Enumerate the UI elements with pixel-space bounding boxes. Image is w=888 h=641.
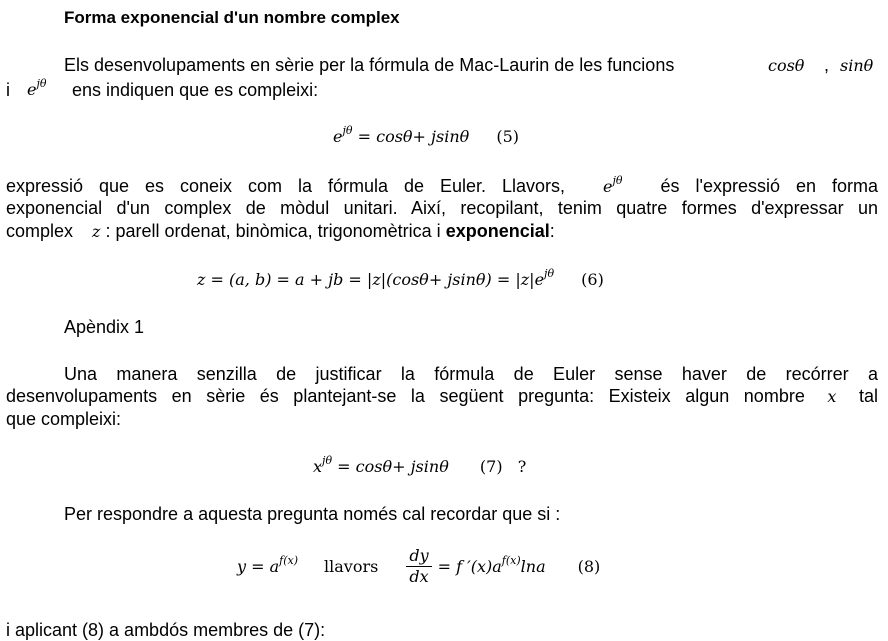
appendix-heading: Apèndix 1: [64, 317, 145, 337]
paragraph-2-line-1: expressió que es coneix com la fórmula de Euler. Llavors, $e^{j\theta}$ és l'expressió en forma: [6, 173, 878, 196]
paragraph-1-line-2: ens indiquen que es compleixi:: [72, 80, 319, 100]
cos-theta: cosθ: [768, 56, 805, 75]
paragraph-3-line-2: desenvolupaments en sèrie és plantejant-se la següent pregunta: Existeix algun nombre x tal: [6, 386, 878, 406]
x-variable: x: [827, 387, 837, 406]
e-j-theta-inline: $e^{j\theta}$: [27, 76, 47, 99]
equation-6: z = (a, b) = a + jb = $|z|(\cos\theta+ jsin\theta) = |z|e^{j\theta}$ (6): [197, 266, 604, 289]
paragraph-1-line-1: [64, 55, 674, 75]
paragraph-1-text: Els desenvolupaments en sèrie per la fórmula de Mac-Laurin de les funcions: [64, 55, 675, 75]
bold-exponencial: exponencial: [445, 221, 550, 241]
equation-5: $e^{j\theta} = \cos\theta+ jsin\theta$ (5): [333, 123, 520, 146]
equation-8-word: llavors: [324, 557, 379, 576]
equation-7-question: ?: [517, 457, 527, 476]
paragraph-1-i: i: [6, 80, 10, 100]
equation-5-number: (5): [496, 127, 520, 146]
comma: ,: [824, 55, 830, 75]
paragraph-4: Per respondre a aquesta pregunta només cal recordar que si :: [64, 504, 561, 524]
derivative-fraction: $\frac{dy}{dx}$: [406, 546, 431, 587]
equation-8-number: (8): [577, 557, 601, 576]
paragraph-3-line-1: Una manera senzilla de justificar la fórmula de Euler sense haver de recórrer a: [64, 364, 878, 384]
equation-7-number: (7): [479, 457, 503, 476]
equation-6-number: (6): [581, 270, 604, 289]
equation-7: $x^{j\theta} = \cos\theta+ jsin\theta$ (7) ?: [313, 453, 527, 476]
equation-8: $y = a^{f(x)}$ llavors $\frac{dy}{dx}$ = f $'(x)a^{f(x)}\ln a$ (8): [237, 546, 601, 586]
e-j-theta-inline-2: $e^{j\theta}$: [603, 173, 623, 196]
sin-theta: sinθ: [840, 56, 874, 75]
page-title: Forma exponencial d'un nombre complex: [64, 8, 400, 27]
z-variable: z: [92, 222, 101, 241]
paragraph-2-line-3: complex z : parell ordenat, binòmica, trigonomètrica i exponencial:: [6, 221, 555, 241]
paragraph-3-line-3: que compleixi:: [6, 409, 122, 429]
paragraph-2-line-2: exponencial d'un complex de mòdul unitari. Així, recopilant, tenim quatre formes d'expressar un: [6, 198, 878, 218]
paragraph-5: i aplicant (8) a ambdós membres de (7):: [6, 620, 326, 640]
